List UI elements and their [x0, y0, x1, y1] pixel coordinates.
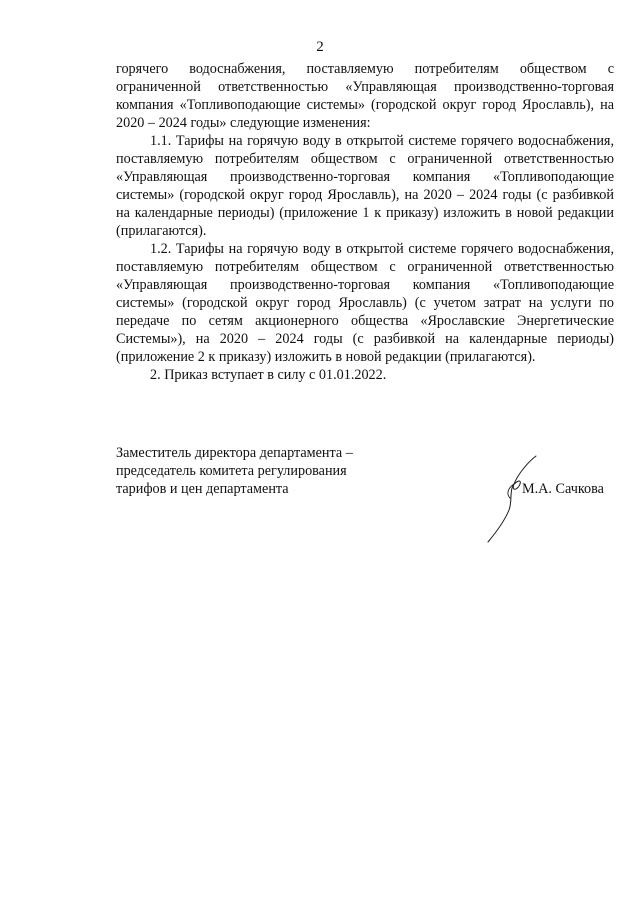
- paragraph-item-1-2: 1.2. Тарифы на горячую воду в открытой системе горячего водоснабжения, поставляемую потребителям обществом с ограниченной ответственностью «Управляющая производственно-торговая компания «Топливоподающие системы» (городской округ город Ярославль) (с учетом затрат на услуги по передаче по сетям акционерного общества «Ярославские Энергетические Системы»), на 2020 – 2024 годы (с разбивкой на календарные периоды) (приложение 2 к приказу) изложить в новой редакции (прилагаются).: [116, 241, 614, 365]
- handwritten-signature: [478, 452, 548, 547]
- signatory-title-line-1: Заместитель директора департамента –: [116, 445, 353, 461]
- signatory-title-line-2: председатель комитета регулирования: [116, 463, 347, 479]
- page-number: 2: [316, 39, 324, 55]
- paragraph-item-2: 2. Приказ вступает в силу с 01.01.2022.: [150, 367, 387, 383]
- paragraph-item-1-1: 1.1. Тарифы на горячую воду в открытой системе горячего водоснабжения, поставляемую потребителям обществом с ограниченной ответственностью «Управляющая производственно-торговая компания «Топливоподающие системы» (городской округ город Ярославль), на 2020 – 2024 годы (с разбивкой на календарные периоды) (приложение 1 к приказу) изложить в новой редакции (прилагаются).: [116, 133, 614, 239]
- signatory-title-line-3: тарифов и цен департамента: [116, 481, 289, 497]
- signatory-name: М.А. Сачкова: [522, 481, 604, 497]
- order-body: [116, 60, 614, 384]
- paragraph-intro: горячего водоснабжения, поставляемую потребителям обществом с ограниченной ответственностью «Управляющая производственно-торговая компания «Топливоподающие системы» (городской округ город Ярославль), на 2020 – 2024 годы» следующие изменения:: [116, 61, 614, 131]
